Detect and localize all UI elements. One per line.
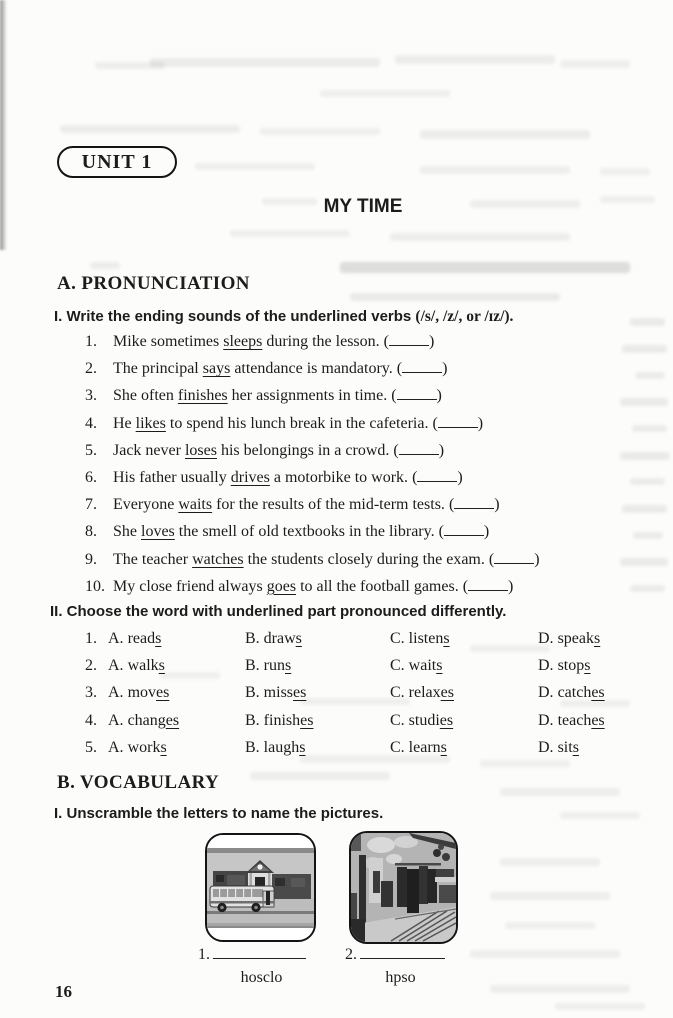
answer-blank bbox=[468, 589, 508, 591]
answer-option: D. sits bbox=[538, 738, 579, 756]
exercise2-row bbox=[85, 739, 605, 766]
row-number: 5. bbox=[85, 738, 97, 756]
exercise1-item bbox=[85, 578, 540, 605]
underlined-verb: finishes bbox=[177, 387, 228, 405]
underlined-ending: es bbox=[440, 684, 454, 702]
underlined-ending: es bbox=[300, 711, 314, 729]
bleed-through-mark bbox=[350, 293, 560, 301]
exercise1-item bbox=[85, 496, 540, 523]
exercise2-row bbox=[85, 712, 605, 739]
underlined-ending: es bbox=[439, 711, 454, 729]
item-sentence: Mike sometimes sleeps during the lesson. ( ) bbox=[113, 333, 435, 350]
underlined-ending: es bbox=[156, 684, 170, 702]
answer-option: B. misses bbox=[245, 684, 307, 702]
answer-blank bbox=[454, 507, 494, 509]
item-sentence: She often finishes her assignments in time. ( ) bbox=[113, 387, 442, 405]
answer-option: C. listens bbox=[390, 630, 450, 647]
underlined-ending: s bbox=[155, 630, 162, 647]
item-sentence: His father usually drives a motorbike to work. ( ) bbox=[113, 468, 463, 486]
section-a-heading: A. PRONUNCIATION bbox=[57, 273, 250, 294]
exercise2-instruction: II. Choose the word with underlined part pronounced differently. bbox=[50, 603, 507, 620]
picture1-answer-blank bbox=[213, 957, 306, 959]
exercise1-item bbox=[85, 333, 540, 360]
bleed-through-mark bbox=[630, 585, 665, 592]
bleed-through-mark bbox=[90, 262, 120, 269]
item-number: 10. bbox=[85, 577, 105, 595]
answer-option: C. learns bbox=[390, 738, 447, 756]
answer-option: B. laughs bbox=[245, 738, 306, 756]
exercise1-item bbox=[85, 415, 540, 442]
picture2-answer-line bbox=[345, 946, 445, 964]
item-sentence: The teacher watches the students closely during the exam. ( ) bbox=[113, 550, 540, 568]
answer-option: A. moves bbox=[108, 684, 170, 702]
unit-badge bbox=[57, 146, 177, 178]
underlined-verb: loses bbox=[184, 441, 217, 459]
bleed-through-mark bbox=[60, 125, 240, 133]
answer-option: A. changes bbox=[108, 711, 180, 729]
item-sentence: He likes to spend his lunch break in the cafeteria. ( ) bbox=[113, 414, 484, 432]
picture2-answer-blank bbox=[360, 957, 445, 959]
underlined-ending: s bbox=[440, 738, 447, 756]
bleed-through-mark bbox=[555, 1003, 645, 1010]
picture2-number: 2. bbox=[345, 946, 357, 963]
bleed-through-mark bbox=[470, 200, 580, 208]
answer-option: B. draws bbox=[245, 630, 302, 647]
underlined-verb: goes bbox=[266, 577, 297, 595]
bleed-through-mark bbox=[340, 262, 630, 273]
underlined-ending: s bbox=[572, 738, 579, 756]
bleed-through-mark bbox=[230, 230, 350, 237]
bleed-through-mark bbox=[500, 788, 620, 796]
item-number: 8. bbox=[85, 523, 97, 541]
bleed-through-mark bbox=[622, 505, 667, 513]
underlined-ending: s bbox=[285, 657, 292, 675]
item-sentence: My close friend always goes to all the football games. ( ) bbox=[113, 577, 514, 595]
bleed-through-mark bbox=[260, 128, 380, 135]
answer-blank bbox=[397, 398, 437, 400]
row-number: 1. bbox=[85, 630, 97, 647]
row-number: 3. bbox=[85, 684, 97, 702]
bleed-through-mark bbox=[635, 372, 665, 379]
answer-blank bbox=[417, 480, 457, 482]
bleed-through-mark bbox=[420, 130, 590, 139]
answer-option: D. teaches bbox=[538, 711, 605, 729]
underlined-verb: drives bbox=[230, 468, 270, 486]
underlined-ending: s bbox=[160, 738, 167, 756]
picture2-scrambled-letters: hpso bbox=[385, 969, 416, 986]
answer-option: C. studies bbox=[390, 711, 454, 729]
bleed-through-mark bbox=[150, 58, 380, 67]
answer-blank bbox=[402, 371, 442, 373]
bleed-through-mark bbox=[505, 922, 595, 929]
picture-frame-shop bbox=[349, 831, 458, 944]
underlined-verb: sleeps bbox=[223, 333, 263, 350]
item-sentence: Everyone waits for the results of the mid-term tests. ( ) bbox=[113, 496, 500, 514]
underlined-ending: es bbox=[591, 684, 605, 702]
underlined-ending: es bbox=[591, 711, 605, 729]
bleed-through-mark bbox=[490, 985, 630, 993]
item-number: 6. bbox=[85, 468, 97, 486]
answer-blank bbox=[444, 534, 484, 536]
underlined-verb: likes bbox=[135, 414, 166, 432]
underlined-ending: s bbox=[594, 630, 601, 647]
bleed-through-mark bbox=[622, 345, 667, 353]
exercise1-instruction bbox=[54, 308, 513, 326]
item-number: 4. bbox=[85, 414, 97, 432]
school-photo bbox=[207, 835, 314, 940]
exercise2-rows bbox=[85, 630, 605, 766]
underlined-ending: s bbox=[436, 657, 443, 675]
exercise2-row bbox=[85, 684, 605, 711]
bleed-through-mark bbox=[600, 196, 655, 203]
bleed-through-mark bbox=[620, 452, 670, 460]
picture-frame-school bbox=[205, 833, 316, 942]
answer-blank bbox=[389, 344, 429, 346]
bleed-through-mark bbox=[600, 168, 650, 175]
exercise1-item bbox=[85, 551, 540, 578]
answer-option: A. works bbox=[108, 738, 167, 756]
bleed-through-mark bbox=[560, 812, 640, 819]
section-b-heading: B. VOCABULARY bbox=[57, 772, 220, 793]
item-sentence: She loves the smell of old textbooks in the library. ( ) bbox=[113, 523, 490, 541]
bleed-through-mark bbox=[560, 60, 630, 68]
bleed-through-mark bbox=[320, 90, 450, 97]
exercise1-phonetic-note: (/s/, /z/, or /ɪz/). bbox=[415, 308, 514, 325]
item-number: 2. bbox=[85, 360, 97, 378]
picture1-answer-line bbox=[198, 946, 306, 964]
bleed-through-mark bbox=[500, 858, 600, 866]
answer-blank bbox=[399, 453, 439, 455]
item-sentence: The principal says attendance is mandatory. ( ) bbox=[113, 360, 448, 378]
answer-option: D. catches bbox=[538, 684, 605, 702]
exercise1-item bbox=[85, 523, 540, 550]
bleed-through-mark bbox=[630, 478, 665, 485]
exercise2-row bbox=[85, 657, 605, 684]
answer-blank bbox=[494, 562, 534, 564]
underlined-verb: watches bbox=[192, 550, 244, 568]
page-number: 16 bbox=[55, 982, 72, 1001]
bleed-through-mark bbox=[470, 950, 620, 958]
bleed-through-mark bbox=[620, 398, 668, 406]
item-number: 1. bbox=[85, 333, 97, 350]
exercise1-item bbox=[85, 387, 540, 414]
row-number: 4. bbox=[85, 711, 97, 729]
answer-option: C. relaxes bbox=[390, 684, 454, 702]
bleed-through-mark bbox=[490, 892, 610, 900]
row-number: 2. bbox=[85, 657, 97, 675]
exercise1-item bbox=[85, 469, 540, 496]
picture1-number: 1. bbox=[198, 946, 210, 963]
item-number: 5. bbox=[85, 441, 97, 459]
exercise2-row bbox=[85, 630, 605, 657]
underlined-ending: es bbox=[165, 711, 180, 729]
bleed-through-mark bbox=[250, 772, 390, 780]
underlined-verb: says bbox=[202, 360, 231, 378]
exercise1-item bbox=[85, 360, 540, 387]
bleed-through-mark bbox=[630, 318, 665, 326]
bleed-through-mark bbox=[420, 166, 570, 174]
exercise1-item bbox=[85, 442, 540, 469]
shop-photo bbox=[351, 833, 456, 942]
bleed-through-mark bbox=[633, 532, 663, 539]
underlined-ending: s bbox=[299, 738, 306, 756]
answer-option: C. waits bbox=[390, 657, 443, 675]
underlined-ending: s bbox=[584, 657, 591, 675]
bleed-through-mark bbox=[620, 558, 668, 566]
underlined-verb: waits bbox=[178, 496, 213, 514]
underlined-ending: s bbox=[158, 657, 165, 675]
answer-option: D. stops bbox=[538, 657, 591, 675]
item-number: 9. bbox=[85, 550, 97, 568]
picture1-scrambled-letters: hosclo bbox=[240, 969, 283, 986]
underlined-verb: loves bbox=[141, 523, 175, 541]
bleed-through-mark bbox=[395, 55, 555, 64]
bleed-through-mark bbox=[632, 425, 667, 432]
item-number: 3. bbox=[85, 387, 97, 405]
vocabulary-instruction: I. Unscramble the letters to name the pictures. bbox=[54, 805, 384, 822]
unit-badge-label: UNIT 1 bbox=[81, 150, 153, 173]
answer-option: A. walks bbox=[108, 657, 165, 675]
answer-option: B. finishes bbox=[245, 711, 314, 729]
answer-option: B. runs bbox=[245, 657, 292, 675]
answer-option: D. speaks bbox=[538, 630, 601, 647]
scan-edge-shadow bbox=[0, 0, 7, 250]
exercise1-instruction-text: I. Write the ending sounds of the underlined verbs bbox=[54, 308, 416, 325]
answer-option: A. reads bbox=[108, 630, 162, 647]
bleed-through-mark bbox=[195, 163, 315, 170]
item-sentence: Jack never loses his belongings in a crowd. ( ) bbox=[113, 441, 445, 459]
item-number: 7. bbox=[85, 496, 97, 514]
underlined-ending: s bbox=[295, 630, 302, 647]
page-title: MY TIME bbox=[323, 196, 403, 217]
underlined-ending: s bbox=[443, 630, 450, 647]
underlined-ending: es bbox=[293, 684, 307, 702]
answer-blank bbox=[438, 426, 478, 428]
exercise1-list bbox=[85, 333, 540, 605]
bleed-through-mark bbox=[390, 233, 570, 241]
